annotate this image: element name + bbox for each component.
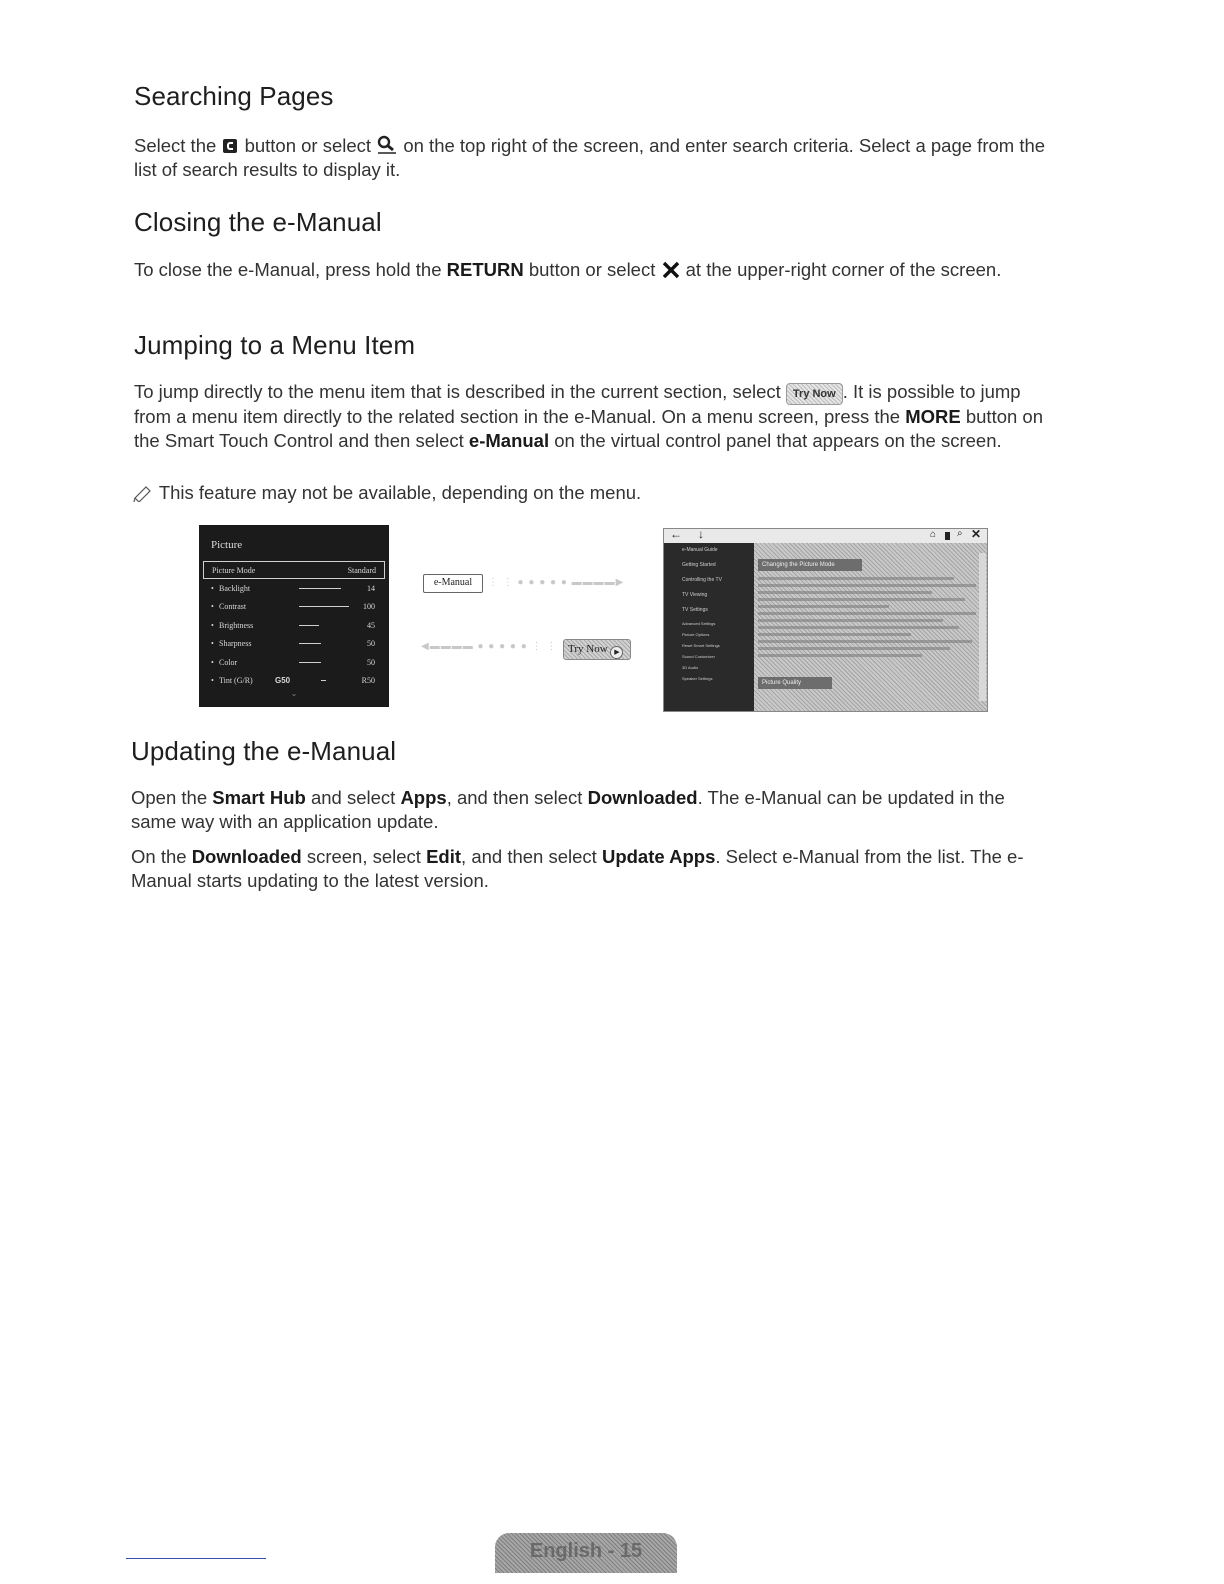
close-small-icon: ✕ — [971, 527, 982, 541]
picture-menu-screenshot — [199, 525, 389, 707]
c-button-icon — [223, 139, 237, 153]
emanual-content-lines — [758, 577, 976, 661]
emanual-topbar — [664, 529, 987, 543]
picture-row-color: • Color 50 — [211, 657, 375, 667]
emanual-scrollbar — [979, 553, 986, 701]
updating-text-8: . Select e-Manual from the list. The e-Manual starts updating to the latest version. — [131, 846, 1024, 891]
jumping-more-keyword: MORE — [905, 406, 961, 427]
jumping-paragraph — [134, 380, 1054, 453]
color-label: Color — [219, 657, 238, 667]
backlight-value: 14 — [367, 583, 375, 593]
picture-row-sharpness: • Sharpness 50 — [211, 639, 375, 649]
searching-text-1: Select the — [134, 135, 217, 156]
back-arrow-icon: ← — [670, 527, 682, 541]
brightness-label: Brightness — [219, 620, 254, 630]
picture-mode-row — [203, 561, 385, 579]
closing-text-3: at the upper-right corner of the screen. — [685, 259, 1002, 280]
backlight-label: Backlight — [219, 583, 251, 593]
play-icon: ▶ — [610, 646, 623, 659]
sharpness-bar — [299, 643, 321, 644]
searching-paragraph — [134, 134, 1064, 182]
pencil-note-icon — [132, 484, 154, 502]
closing-text-2: button or select — [528, 259, 656, 280]
sidebar-item: Getting Started — [682, 562, 716, 568]
jumping-text-1: To jump directly to the menu item that is described in the current section, select — [134, 381, 781, 402]
sidebar-item: Controlling the TV — [682, 577, 722, 583]
section-title-updating: Updating the e-Manual — [131, 736, 397, 766]
emanual-screen-screenshot — [663, 528, 988, 712]
right-arrow-icon: ⋮ ⋮ ● ● ● ● ● ▬▬▬▬▶ — [488, 577, 625, 588]
tint-left-value: G50 — [275, 676, 291, 686]
emanual-virtual-button: e-Manual — [423, 574, 483, 593]
emanual-heading-1: Changing the Picture Mode — [758, 559, 862, 571]
jumping-text-3: button on the Smart Touch Control and then select — [134, 406, 1044, 451]
updating-paragraph-2 — [131, 845, 1071, 893]
jumping-note-text: This feature may not be available, depending on the menu. — [158, 482, 642, 503]
closing-paragraph — [134, 258, 1034, 282]
scroll-down-chevron-icon: ⌄ — [290, 689, 298, 698]
sharpness-label: Sharpness — [219, 639, 252, 649]
index-icon — [945, 532, 950, 540]
apps-keyword: Apps — [400, 787, 447, 808]
searching-text-2: button or select — [244, 135, 372, 156]
sidebar-item: Advanced Settings — [682, 621, 716, 626]
jumping-emanual-keyword: e-Manual — [468, 430, 550, 451]
brightness-value: 45 — [367, 620, 375, 630]
backlight-bar — [299, 588, 341, 589]
closing-return-keyword: RETURN — [446, 259, 524, 280]
updating-text-4: . The e-Manual can be updated in the same way with an application update. — [131, 787, 1005, 832]
tint-bar — [321, 680, 326, 681]
footer-rule — [126, 1558, 266, 1559]
contrast-value: 100 — [363, 602, 375, 612]
jumping-text-4: on the virtual control panel that appears on the screen. — [554, 430, 1002, 451]
sidebar-item: Sound Customizer — [682, 654, 715, 659]
picture-row-backlight: • Backlight 14 — [211, 583, 375, 593]
sidebar-item: Reset Smart Settings — [682, 643, 720, 648]
picture-row-tint: • Tint (G/R) G50 R50 — [211, 676, 375, 686]
updating-text-6: screen, select — [306, 846, 421, 867]
updating-text-1: Open the — [131, 787, 208, 808]
section-title-jumping: Jumping to a Menu Item — [134, 330, 416, 360]
section-title-closing: Closing the e-Manual — [134, 207, 382, 237]
down-arrow-icon: ↓ — [698, 527, 704, 541]
updating-text-2: and select — [310, 787, 396, 808]
updating-text-3: , and then select — [446, 787, 583, 808]
tint-label: Tint (G/R) — [219, 676, 253, 686]
home-icon: ⌂ — [930, 529, 937, 540]
picture-menu-title: Picture — [211, 539, 243, 551]
color-value: 50 — [367, 657, 375, 667]
section-title-searching: Searching Pages — [134, 81, 334, 111]
try-now-inline-button: Try Now — [786, 383, 843, 405]
search-small-icon: ⌕ — [957, 528, 963, 539]
sidebar-item: Picture Options — [682, 632, 710, 637]
brightness-bar — [299, 625, 319, 626]
edit-keyword: Edit — [426, 846, 462, 867]
smart-hub-keyword: Smart Hub — [212, 787, 306, 808]
emanual-heading-2: Picture Quality — [758, 677, 832, 689]
contrast-bar — [299, 606, 349, 607]
picture-row-brightness: • Brightness 45 — [211, 620, 375, 630]
sidebar-item: Speaker Settings — [682, 676, 713, 681]
sidebar-item: TV Settings — [682, 607, 708, 613]
try-now-figure-button — [563, 639, 631, 660]
searching-text-3: on the top right of the screen, and enter search criteria. Select a page from the list of search results to display it. — [134, 135, 1046, 180]
updating-paragraph-1 — [131, 786, 1051, 834]
sidebar-item: 3D Audio — [682, 665, 699, 670]
updating-text-5: On the — [131, 846, 187, 867]
try-now-figure-label: Try Now — [568, 643, 608, 655]
downloaded-keyword: Downloaded — [587, 787, 698, 808]
close-icon — [661, 261, 681, 279]
closing-text-1: To close the e-Manual, press hold the — [134, 259, 442, 280]
picture-mode-label: Picture Mode — [212, 565, 256, 575]
sidebar-item: e-Manual Guide — [682, 547, 718, 553]
left-arrow-icon: ◀▬▬▬▬ ● ● ● ● ● ⋮ ⋮ — [421, 641, 558, 652]
contrast-label: Contrast — [219, 602, 247, 612]
downloaded-keyword-2: Downloaded — [191, 846, 302, 867]
picture-row-contrast: • Contrast 100 — [211, 602, 375, 612]
page-number-badge: English - 15 — [495, 1533, 677, 1573]
emanual-sidebar — [664, 543, 754, 711]
picture-mode-value: Standard — [347, 565, 376, 575]
sharpness-value: 50 — [367, 639, 375, 649]
update-apps-keyword: Update Apps — [601, 846, 716, 867]
sidebar-item: TV Viewing — [682, 592, 708, 598]
jumping-note — [132, 482, 641, 504]
search-icon — [376, 135, 398, 155]
color-bar — [299, 662, 321, 663]
jumping-text-2: . It is possible to jump from a menu item directly to the related section in the e-Manual. On a menu screen, press the — [134, 381, 1021, 427]
tint-value: R50 — [361, 676, 375, 686]
updating-text-7: , and then select — [461, 846, 597, 867]
